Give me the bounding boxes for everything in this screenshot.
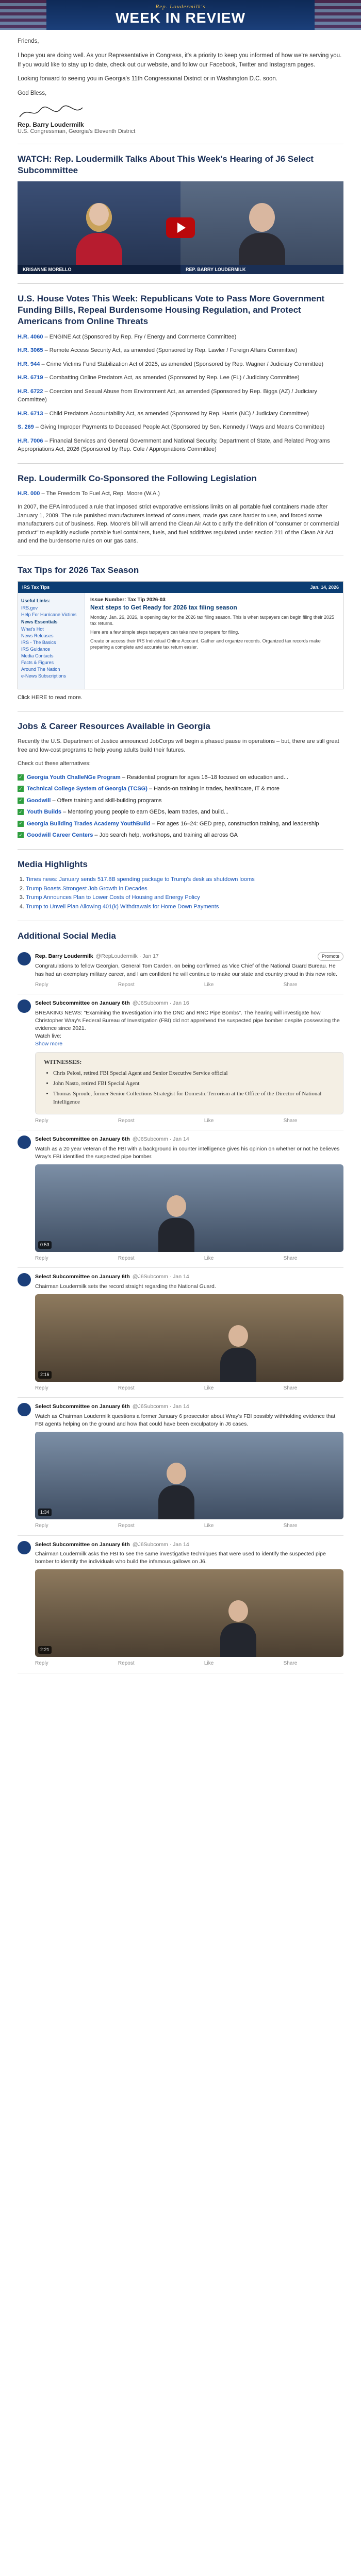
media-item <box>26 885 343 894</box>
week-in-review-banner <box>0 0 361 30</box>
reply-icon[interactable]: Reply <box>35 1255 48 1261</box>
jobs-list <box>18 773 343 840</box>
social-post <box>18 994 343 1130</box>
bill-id[interactable]: H.R. 3065 <box>18 347 43 354</box>
tax-tip-p3: Create or access their IRS Individual Online Account. Gather and organize records. Organized tax records make preparing a complete and accurate tax return easier. <box>90 638 321 650</box>
tax-tip-p1: Monday, Jan. 26, 2026, is opening day for the 2026 tax filing season. This is when taxpayers can begin filing their 2025 tax returns. <box>90 614 334 626</box>
lower-third-right: REP. BARRY LOUDERMILK <box>180 265 343 274</box>
greeting <box>18 37 343 134</box>
tax-tip-title: Next steps to Get Ready for 2026 tax filing season <box>90 603 237 611</box>
signature-image <box>18 104 343 121</box>
irs-link[interactable]: Help For Hurricane Victims <box>21 612 77 617</box>
post-handle: @J6Subcomm · Jan 14 <box>132 1541 189 1548</box>
witness-card[interactable] <box>35 1052 343 1114</box>
play-icon[interactable] <box>166 217 195 238</box>
banner-kicker: Rep. Loudermilk's <box>155 4 206 10</box>
avatar[interactable] <box>18 1541 31 1554</box>
job-text <box>27 808 228 817</box>
bill-text: – Financial Services and General Government and National Security, Department of State, and Related Programs Appropriations Act, 2026 (Sponsored by Rep. Cole / Appropriations Committee) <box>18 437 330 453</box>
speaker-body <box>158 1218 194 1252</box>
like-icon[interactable]: Like <box>204 1523 214 1529</box>
avatar[interactable] <box>18 1136 31 1149</box>
post-body <box>35 1136 343 1262</box>
post-author[interactable]: Select Subcommittee on January 6th <box>35 1274 130 1280</box>
speaker-body <box>220 1623 256 1657</box>
post-handle: @J6Subcomm · Jan 14 <box>132 1403 189 1410</box>
media-link[interactable]: Trump Announces Plan to Lower Costs of Housing and Energy Policy <box>26 894 200 901</box>
witnesses-title: WITNESSES: <box>44 1058 82 1065</box>
post-actions <box>35 1660 297 1668</box>
repost-icon[interactable]: Repost <box>118 1660 135 1667</box>
checkmark-icon: ✓ <box>18 809 24 815</box>
checkmark-icon: ✓ <box>18 774 24 781</box>
social-post <box>18 947 343 994</box>
closing: God Bless, <box>18 90 47 97</box>
banner-title-block <box>116 4 245 26</box>
divider <box>18 463 343 464</box>
bill-text: – Remote Access Security Act, as amended (Sponsored by Rep. Lawler / Foreign Affairs Committee) <box>43 347 298 354</box>
reply-icon[interactable]: Reply <box>35 1117 48 1124</box>
post-actions <box>35 1117 297 1125</box>
intro-paragraph: I hope you are doing well. As your Representative in Congress, it's a priority to keep you informed of how we're serving you. If you would like to stay up to date, check out our website, and follow our Facebook, Twitter and Instagram pages. <box>18 52 342 68</box>
repost-icon[interactable]: Repost <box>118 1117 135 1124</box>
post-text: Watch as a 20 year veteran of the FBI with a background in counter intelligence gives his opinion on whether or not he believes Wray's FBI identified the suspected pipe bomber. <box>35 1145 340 1160</box>
media-item <box>26 903 343 912</box>
speaker-body <box>158 1485 194 1519</box>
bill-item <box>18 387 343 404</box>
post-body <box>35 1541 343 1668</box>
job-text <box>27 796 161 805</box>
bill-text: – Child Predators Accountability Act, as amended (Sponsored by Rep. Harris (NC) / Judiciary Committee) <box>43 410 309 417</box>
news-link[interactable]: Media Contacts <box>21 653 54 658</box>
bill-id[interactable]: H.R. 6719 <box>18 375 43 381</box>
witness-item: • Thomas Sproule, former Senior Collections Strategist for Domestic Terrorism at the Office of the Director of National Intelligence <box>53 1090 335 1107</box>
cosponsored-bill-title: – The Freedom To Fuel Act, Rep. Moore (W.A.) <box>40 490 160 497</box>
bill-id[interactable]: H.R. 944 <box>18 361 40 367</box>
bill-text: – Coercion and Sexual Abuse from Environment Act, as amended (Sponsored by Rep. Biggs (AZ) / Judiciary Committee) <box>18 388 317 403</box>
reply-icon[interactable]: Reply <box>35 1523 48 1529</box>
post-video[interactable] <box>35 1294 343 1382</box>
post-header <box>35 1541 343 1549</box>
speaker-figure <box>158 1195 194 1252</box>
video-heading: WATCH: Rep. Loudermilk Talks About This Week's Hearing of J6 Select Subcommittee <box>18 154 314 176</box>
media-link[interactable]: Trump Boasts Strongest Job Growth in Decades <box>26 885 147 892</box>
post-author[interactable]: Rep. Barry Loudermilk <box>35 953 93 960</box>
post-actions <box>35 1522 297 1530</box>
job-item <box>18 831 343 840</box>
video-duration: 2:16 <box>38 1371 52 1379</box>
bill-id[interactable]: H.R. 6722 <box>18 388 43 395</box>
like-icon[interactable]: Like <box>204 1385 214 1391</box>
job-link[interactable]: Youth Builds <box>27 809 62 816</box>
like-icon[interactable]: Like <box>204 1117 214 1124</box>
tax-tip-p2: Here are a few simple steps taxpayers can take now to prepare for filing. <box>90 629 239 635</box>
job-link[interactable]: Goodwill <box>27 797 51 804</box>
bill-item <box>18 333 343 342</box>
irs-tax-tip-card[interactable] <box>18 581 343 689</box>
repost-icon[interactable]: Repost <box>118 981 135 988</box>
job-item <box>18 796 343 805</box>
irs-main <box>85 593 343 689</box>
bill-id[interactable]: H.R. 7006 <box>18 437 43 444</box>
news-link[interactable]: What's Hot <box>21 626 44 632</box>
media-item <box>26 893 343 903</box>
witness-item: • Chris Pelosi, retired FBI Special Agent and Senior Executive Service official <box>53 1070 335 1078</box>
job-link[interactable]: Georgia Youth ChalleNGe Program <box>27 774 121 781</box>
post-author[interactable]: Select Subcommittee on January 6th <box>35 1403 130 1410</box>
witness-item: • John Nasto, retired FBI Special Agent <box>53 1080 335 1088</box>
lower-third-left: KRISANNE MORELLO <box>18 265 180 274</box>
closing-paragraph: Looking forward to seeing you in Georgia's 11th Congressional District or in Washington D.C. soon. <box>18 76 277 82</box>
news-link[interactable]: News Releases <box>21 633 54 638</box>
post-header <box>35 1273 343 1281</box>
job-item <box>18 820 343 828</box>
post-text: Chairman Loudermilk sets the record straight regarding the National Guard. <box>35 1283 216 1290</box>
post-actions <box>35 981 297 989</box>
avatar[interactable] <box>18 952 31 965</box>
issue-number: Issue Number: Tax Tip 2026-03 <box>90 597 166 603</box>
share-icon[interactable]: Share <box>283 1523 298 1529</box>
bill-item <box>18 410 343 418</box>
checkmark-icon: ✓ <box>18 821 24 827</box>
cosponsored-desc: In 2007, the EPA introduced a rule that imposed strict evaporative emissions limits on all portable fuel containers made after January 1, 2009. The rule punished manufacturers instead of consumers, made gas cans harder to use, and forced some manufacturers out of business. Rep. Moore's bill will amend the Clean Air Act to clarify the definition of "consumer or commercial product" to explicitly exclude portable fuel containers, fuels, and fuel additives regulated under section 211 of the Clean Air Act and end the burdensome rules on our gas cans. <box>18 504 339 545</box>
irs-label: IRS Tax Tips <box>22 584 50 590</box>
like-icon[interactable]: Like <box>204 1660 214 1667</box>
read-more-link[interactable]: Click HERE to read more. <box>18 694 83 701</box>
share-icon[interactable]: Share <box>283 981 298 988</box>
social-post <box>18 1398 343 1535</box>
speaker-figure <box>220 1600 256 1657</box>
bill-text: – Giving Improper Payments to Deceased People Act (Sponsored by Sen. Kennedy / Ways and Means Committee) <box>34 424 325 431</box>
post-handle: @J6Subcomm · Jan 14 <box>132 1274 189 1280</box>
watch-live-label: Watch live: <box>35 1033 61 1040</box>
speaker-head <box>167 1195 186 1217</box>
media-link[interactable]: Trump to Unveil Plan Allowing 401(k) Withdrawals for Home Down Payments <box>26 903 219 910</box>
witness-card-body <box>36 1053 343 1114</box>
useful-links-heading: Useful Links: <box>21 598 51 603</box>
bill-text: – Crime Victims Fund Stabilization Act of 2025, as amended (Sponsored by Rep. Wagner / Judiciary Committee) <box>40 361 324 367</box>
bill-id[interactable]: H.R. 4060 <box>18 333 43 340</box>
bill-item <box>18 374 343 382</box>
irs-header-bar <box>18 582 343 593</box>
promote-button[interactable]: Promote <box>318 952 343 961</box>
jobs-heading: Jobs & Career Resources Available in Georgia <box>18 721 210 732</box>
avatar[interactable] <box>18 1403 31 1416</box>
post-header <box>35 952 343 961</box>
cosponsored-heading: Rep. Loudermilk Co-Sponsored the Following Legislation <box>18 473 257 483</box>
checkmark-icon: ✓ <box>18 786 24 792</box>
post-actions <box>35 1255 297 1263</box>
post-author[interactable]: Select Subcommittee on January 6th <box>35 1541 130 1548</box>
post-text: Watch as Chairman Loudermilk questions a former January 6 prosecutor about Wray's FBI possibly withholding evidence that FBI agents helping on the ground and how that could have been exculpatory in J6 cases. <box>35 1413 336 1427</box>
post-video[interactable] <box>35 1432 343 1519</box>
repost-icon[interactable]: Repost <box>118 1385 135 1391</box>
job-desc: – For ages 16–24: GED prep, construction training, and leadership <box>150 820 319 827</box>
speaker-head <box>228 1600 248 1622</box>
job-link[interactable]: Goodwill Career Centers <box>27 832 93 839</box>
post-body <box>35 1403 343 1530</box>
reply-icon[interactable]: Reply <box>35 981 48 988</box>
post-text: Chairman Loudermilk asks the FBI to see the same investigative techniques that were used to identify the suspected pipe bomber to identify the individuals who build the infamous gallows on J6. <box>35 1550 326 1565</box>
social-post <box>18 1536 343 1673</box>
job-text <box>27 773 288 782</box>
cosponsored-bill <box>18 489 343 498</box>
news-link[interactable]: Facts & Figures <box>21 659 54 665</box>
post-header <box>35 1403 343 1411</box>
share-icon[interactable]: Share <box>283 1117 298 1124</box>
news-link[interactable]: e-News Subscriptions <box>21 673 67 679</box>
avatar[interactable] <box>18 999 31 1013</box>
flag-stripes-right <box>315 0 361 30</box>
show-more-link[interactable]: Show more <box>35 1041 63 1047</box>
bill-text: – ENGINE Act (Sponsored by Rep. Fry / Energy and Commerce Committee) <box>43 333 237 340</box>
media-list <box>18 875 343 911</box>
social-post <box>18 1268 343 1398</box>
jobs-intro: Recently the U.S. Department of Justice announced JobCorps will begin a phased pause in operations – but, there are still great free and low-cost programs to help young adults build their futures. <box>18 738 339 753</box>
post-body <box>35 1273 343 1392</box>
flag-stripes-left <box>0 0 46 30</box>
banner-title: WEEK IN REVIEW <box>115 10 245 26</box>
video-duration: 1:34 <box>38 1509 52 1516</box>
share-icon[interactable]: Share <box>283 1385 298 1391</box>
checkmark-icon: ✓ <box>18 798 24 804</box>
lower-third <box>18 265 343 274</box>
media-item <box>26 875 343 885</box>
anchor-figure <box>76 203 122 265</box>
avatar[interactable] <box>18 1273 31 1286</box>
speaker-head <box>167 1463 186 1484</box>
share-icon[interactable]: Share <box>283 1660 298 1667</box>
repost-icon[interactable]: Repost <box>118 1255 135 1261</box>
reply-icon[interactable]: Reply <box>35 1660 48 1667</box>
like-icon[interactable]: Like <box>204 1255 214 1261</box>
job-text <box>27 831 238 840</box>
tax-heading: Tax Tips for 2026 Tax Season <box>18 565 139 575</box>
signature-title: U.S. Congressman, Georgia's Eleventh District <box>18 128 136 135</box>
speaker-head <box>228 1325 248 1347</box>
post-header <box>35 1136 343 1143</box>
post-handle: @J6Subcomm · Jan 14 <box>132 1136 189 1143</box>
divider <box>18 849 343 850</box>
speaker-figure <box>158 1463 194 1519</box>
news-essentials-heading: News Essentials <box>21 619 58 624</box>
video-duration: 0:53 <box>38 1241 52 1249</box>
bill-id[interactable]: H.R. 6713 <box>18 410 43 417</box>
post-actions <box>35 1385 297 1393</box>
bill-item <box>18 360 343 369</box>
job-link[interactable]: Technical College System of Georgia (TCSG) <box>27 786 147 792</box>
social-feed <box>18 947 343 1673</box>
repost-icon[interactable]: Repost <box>118 1523 135 1529</box>
job-link[interactable]: Georgia Building Trades Academy YouthBuild <box>27 820 151 827</box>
post-body <box>35 952 343 989</box>
post-author[interactable]: Select Subcommittee on January 6th <box>35 1000 130 1007</box>
post-author[interactable]: Select Subcommittee on January 6th <box>35 1136 130 1143</box>
video-thumbnail[interactable] <box>18 181 343 274</box>
post-video[interactable] <box>35 1569 343 1657</box>
job-text <box>27 785 280 793</box>
reply-icon[interactable]: Reply <box>35 1385 48 1391</box>
house-votes-heading: U.S. House Votes This Week: Republicans Vote to Pass More Government Funding Bills, Repeal Burdensome Housing Regulation, and Protect Americans from Online Threats <box>18 294 325 327</box>
bill-item <box>18 423 343 432</box>
job-desc: – Mentoring young people to earn GEDs, learn trades, and build... <box>61 809 229 816</box>
post-handle: @RepLoudermilk · Jan 17 <box>95 953 159 960</box>
checkmark-icon: ✓ <box>18 832 24 838</box>
post-text: Congratulations to fellow Georgian, General Tom Carden, on being confirmed as Vice Chief of the National Guard Bureau. He has had an exemplary military career, and I am confident he will continue to make our state and country proud in this new role. <box>35 963 337 977</box>
bill-text: – Combatting Online Predators Act, as amended (Sponsored by Rep. Lee (FL) / Judiciary Committee) <box>43 375 300 381</box>
video-duration: 2:21 <box>38 1646 52 1654</box>
job-desc: – Hands-on training in trades, healthcare, IT & more <box>147 786 280 792</box>
congressman-figure <box>239 203 285 265</box>
job-item <box>18 773 343 782</box>
bill-item <box>18 437 343 454</box>
divider <box>18 283 343 284</box>
irs-date: Jan. 14, 2026 <box>310 584 339 590</box>
witness-list <box>44 1070 335 1107</box>
speaker-figure <box>220 1325 256 1382</box>
job-item <box>18 785 343 793</box>
job-text <box>27 820 319 828</box>
job-desc: – Residential program for ages 16–18 focused on education and... <box>120 774 289 781</box>
bill-id[interactable]: S. 269 <box>18 424 34 431</box>
irs-sidebar <box>18 593 85 689</box>
media-link[interactable]: Times news: January sends 517.8B spending package to Trump's desk as shutdown looms <box>26 876 255 883</box>
salutation: Friends, <box>18 38 39 44</box>
news-link[interactable]: IRS Guidance <box>21 646 51 652</box>
cosponsored-bill-id[interactable]: H.R. 000 <box>18 490 40 497</box>
post-video[interactable] <box>35 1164 343 1252</box>
post-header <box>35 999 343 1007</box>
speaker-body <box>220 1348 256 1382</box>
social-heading: Additional Social Media <box>18 931 116 941</box>
news-link[interactable]: IRS - The Basics <box>21 639 56 645</box>
like-icon[interactable]: Like <box>204 981 214 988</box>
bill-item <box>18 346 343 355</box>
signature-name: Rep. Barry Loudermilk <box>18 121 84 129</box>
post-body <box>35 999 343 1125</box>
job-desc: – Job search help, workshops, and training all across GA <box>93 832 238 839</box>
share-icon[interactable]: Share <box>283 1255 298 1261</box>
post-text: BREAKING NEWS: "Examining the Investigation into the DNC and RNC Pipe Bombs". The hearing will investigate how Christopher Wray's Federal Bureau of Investigation (FBI) did not apprehend the suspected pipe bomber despite possessing the evidence since 2021. <box>35 1009 340 1032</box>
jobs-intro-2: Check out these alternatives: <box>18 760 91 767</box>
media-heading: Media Highlights <box>18 859 88 869</box>
job-desc: – Offers training and skill-building programs <box>51 797 162 804</box>
job-item <box>18 808 343 817</box>
bill-list <box>18 333 343 454</box>
social-post <box>18 1130 343 1268</box>
post-handle: @J6Subcomm · Jan 16 <box>132 1000 189 1007</box>
irs-link[interactable]: IRS.gov <box>21 605 38 611</box>
news-link[interactable]: Around The Nation <box>21 666 60 672</box>
